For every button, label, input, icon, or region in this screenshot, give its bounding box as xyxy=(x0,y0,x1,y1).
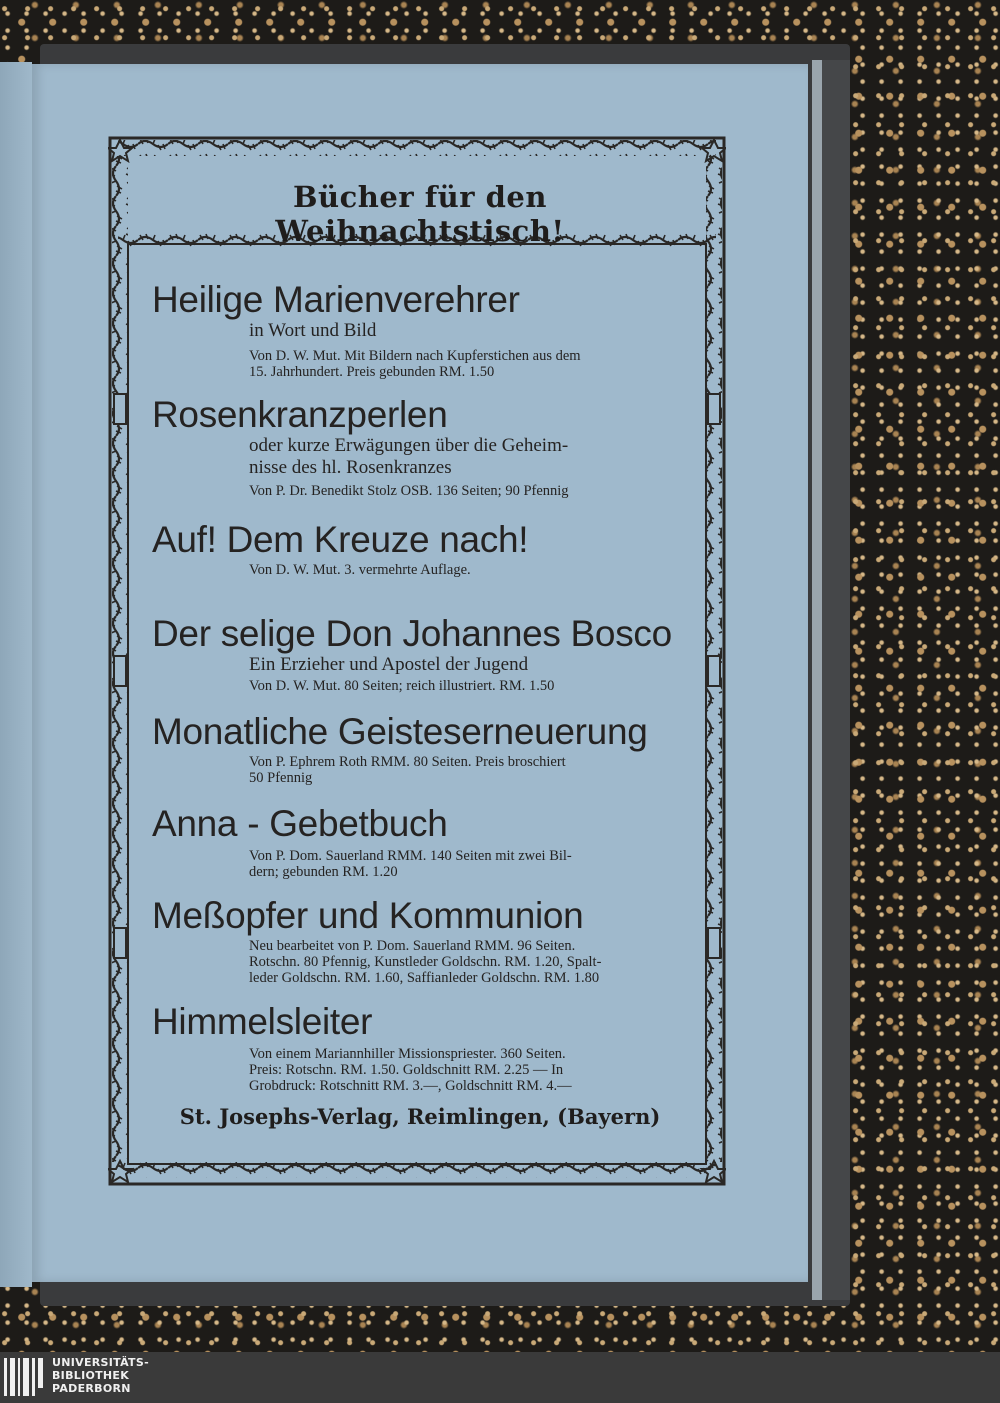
book-details: Von P. Ephrem Roth RMM. 80 Seiten. Preis broschiert xyxy=(249,754,566,770)
book-details: Von D. W. Mut. Mit Bildern nach Kupferstichen aus dem xyxy=(249,348,581,364)
book-details: Von P. Dr. Benedikt Stolz OSB. 136 Seiten; 90 Pfennig xyxy=(249,483,569,499)
book-title: Monatliche Geisteserneuerung xyxy=(152,711,648,752)
book-details: Von einem Mariannhiller Missionspriester. 360 Seiten. xyxy=(249,1046,566,1062)
book-details: Rotschn. 80 Pfennig, Kunstleder Goldschn. RM. 1.20, Spalt- xyxy=(249,954,602,970)
library-name-line: PADERBORN xyxy=(52,1382,131,1395)
book-details: Grobdruck: Rotschnitt RM. 3.—, Goldschnitt RM. 4.— xyxy=(249,1078,572,1094)
page-heading: Bücher für den Weihnachtstisch! xyxy=(275,180,565,248)
book-entry-5 xyxy=(152,712,692,786)
book-details: leder Goldschn. RM. 1.60, Saffianleder Goldschn. RM. 1.80 xyxy=(249,970,600,986)
book-title: Himmelsleiter xyxy=(152,1001,373,1042)
book-title: Der selige Don Johannes Bosco xyxy=(152,613,672,654)
book-entry-3 xyxy=(152,520,692,578)
library-logo-icon xyxy=(4,1356,46,1398)
book-entry-1 xyxy=(152,280,692,380)
book-entry-6 xyxy=(152,804,692,880)
library-name-line: UNIVERSITÄTS- xyxy=(52,1356,149,1369)
library-footer xyxy=(0,1352,1000,1403)
book-details: Von D. W. Mut. 3. vermehrte Auflage. xyxy=(249,562,471,578)
book-details: 50 Pfennig xyxy=(249,770,313,786)
book-title: Anna - Gebetbuch xyxy=(152,803,448,844)
book-spine-edge xyxy=(812,60,850,1300)
book-details: dern; gebunden RM. 1.20 xyxy=(249,864,398,880)
book-title: Heilige Marienverehrer xyxy=(152,279,520,320)
book-details: Von D. W. Mut. 80 Seiten; reich illustriert. RM. 1.50 xyxy=(249,678,555,694)
book-subtitle: in Wort und Bild xyxy=(249,320,377,341)
book-entry-4 xyxy=(152,614,692,694)
book-details: Von P. Dom. Sauerland RMM. 140 Seiten mit zwei Bil- xyxy=(249,848,572,864)
book-subtitle: Ein Erzieher und Apostel der Jugend xyxy=(249,654,529,675)
library-name-line: BIBLIOTHEK xyxy=(52,1369,130,1382)
book-details: Neu bearbeitet von P. Dom. Sauerland RMM. 96 Seiten. xyxy=(249,938,576,954)
book-details: Preis: Rotschn. RM. 1.50. Goldschnitt RM. 2.25 — In xyxy=(249,1062,564,1078)
book-title: Rosenkranzperlen xyxy=(152,394,448,435)
book-entry-8 xyxy=(152,1002,692,1094)
book-entry-7 xyxy=(152,896,692,986)
book-subtitle: nisse des hl. Rosenkranzes xyxy=(249,457,452,478)
book-entry-2 xyxy=(152,395,692,499)
book-details: 15. Jahrhundert. Preis gebunden RM. 1.50 xyxy=(249,364,495,380)
book-title: Auf! Dem Kreuze nach! xyxy=(152,519,529,560)
left-page-edge xyxy=(0,62,32,1287)
book-subtitle: oder kurze Erwägungen über die Geheim- xyxy=(249,435,569,456)
book-title: Meßopfer und Kommunion xyxy=(152,895,584,936)
publisher-line: St. Josephs-Verlag, Reimlingen, (Bayern) xyxy=(179,1104,661,1129)
library-name xyxy=(52,1356,149,1395)
